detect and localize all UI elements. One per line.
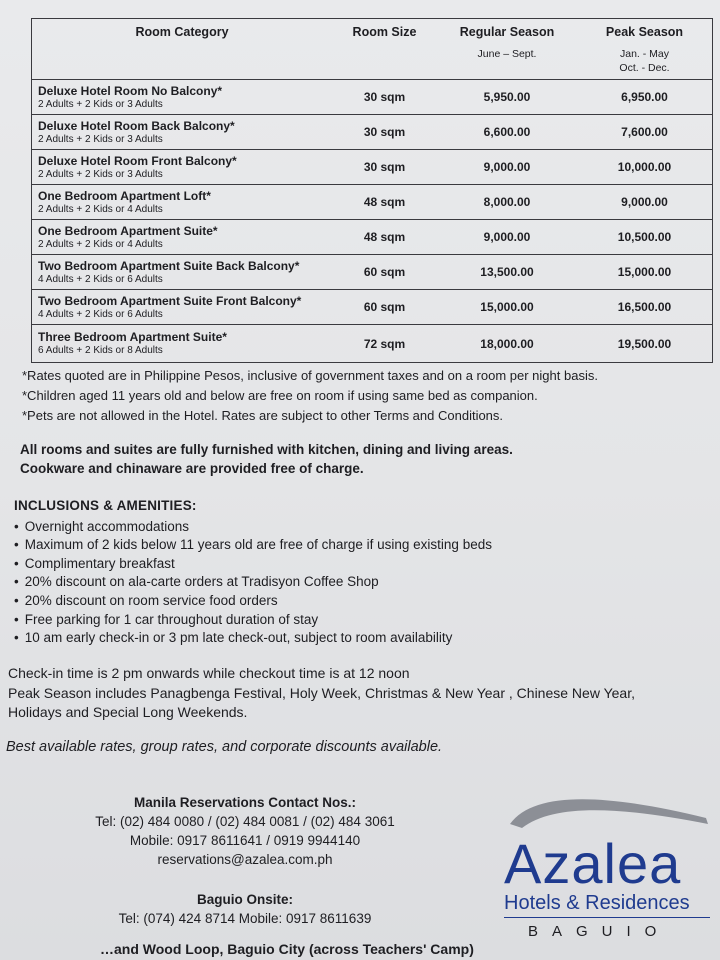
peak-rate-cell: 7,600.00 <box>621 125 668 139</box>
inclusion-item: • 20% discount on ala-carte orders at Tradisyon Coffee Shop <box>14 573 492 592</box>
note-pets: *Pets are not allowed in the Hotel. Rates are subject to other Terms and Conditions. <box>22 408 504 423</box>
reservations-email: reservations@azalea.com.ph <box>157 852 333 867</box>
regular-rate-cell: 15,000.00 <box>480 300 534 314</box>
room-name: Three Bedroom Apartment Suite* <box>38 330 227 344</box>
regular-rate-cell: 9,000.00 <box>483 230 531 244</box>
swoosh-icon <box>510 799 708 828</box>
header-room-category: Room Category <box>135 25 229 39</box>
peak-season-info: Peak Season includes Panagbenga Festival, Holy Week, Christmas & New Year , Chinese New Year, <box>8 684 635 701</box>
inclusions-section <box>14 497 492 648</box>
regular-rate-cell: 8,000.00 <box>483 195 531 209</box>
room-occupancy: 6 Adults + 2 Kids or 8 Adults <box>38 345 163 356</box>
baguio-tel: Tel: (074) 424 8714 Mobile: 0917 8611639 <box>118 911 372 926</box>
inclusion-item: • Free parking for 1 car throughout duration of stay <box>14 611 492 630</box>
room-size-cell: 30 sqm <box>363 125 406 139</box>
table-body <box>32 80 712 362</box>
inclusions-title: INCLUSIONS & AMENITIES: <box>14 498 197 513</box>
room-name: One Bedroom Apartment Suite* <box>38 223 218 238</box>
room-name: Deluxe Hotel Room No Balcony* <box>38 83 223 98</box>
logo-tagline: Hotels & Residences <box>504 892 690 914</box>
table-row <box>32 255 712 290</box>
header-regular-months: June – Sept. <box>477 48 537 60</box>
room-name: Deluxe Hotel Room Front Balcony* <box>38 153 237 168</box>
hotel-address: …and Wood Loop, Baguio City (across Teachers' Camp) <box>100 941 474 957</box>
room-size-cell: 60 sqm <box>363 300 406 314</box>
room-category-cell <box>32 294 332 321</box>
room-name: One Bedroom Apartment Loft* <box>38 188 211 203</box>
furnished-statement <box>20 440 513 478</box>
room-size-cell: 60 sqm <box>363 265 406 279</box>
note-children: *Children aged 11 years old and below are free on room if using same bed as companion. <box>22 388 538 403</box>
peak-season-info-cont: Holidays and Special Long Weekends. <box>8 704 248 720</box>
manila-tel: Tel: (02) 484 0080 / (02) 484 0081 / (02) 484 3061 <box>95 814 395 829</box>
room-name: Two Bedroom Apartment Suite Back Balcony* <box>38 258 300 273</box>
table-row <box>32 185 712 220</box>
room-category-cell <box>32 189 332 216</box>
note-currency: *Rates quoted are in Philippine Pesos, inclusive of government taxes and on a room per night basis. <box>22 368 598 383</box>
peak-rate-cell: 10,000.00 <box>617 160 672 174</box>
room-size-cell: 72 sqm <box>363 336 406 351</box>
regular-rate-cell: 9,000.00 <box>483 160 531 174</box>
regular-rate-cell: 5,950.00 <box>483 90 531 104</box>
room-occupancy: 2 Adults + 2 Kids or 4 Adults <box>38 203 163 215</box>
header-peak-label: Peak Season <box>605 25 684 39</box>
room-name: Two Bedroom Apartment Suite Front Balcony* <box>38 293 302 308</box>
regular-rate-cell: 18,000.00 <box>480 336 534 351</box>
furnished-line-2: Cookware and chinaware are provided free of charge. <box>20 461 364 476</box>
rate-notes <box>22 366 598 426</box>
peak-rate-cell: 9,000.00 <box>621 195 668 209</box>
logo-wordmark: Azalea <box>504 832 682 895</box>
logo-city: BAGUIO <box>528 923 671 940</box>
baguio-onsite-title: Baguio Onsite: <box>196 892 293 907</box>
header-regular-label: Regular Season <box>459 25 555 39</box>
table-row <box>32 150 712 185</box>
header-peak-months <box>577 47 712 75</box>
table-header <box>32 19 712 80</box>
table-row <box>32 80 712 115</box>
room-size-cell: 48 sqm <box>363 195 406 209</box>
table-row <box>32 115 712 150</box>
furnished-line-1: All rooms and suites are fully furnished with kitchen, dining and living areas. <box>20 442 513 457</box>
header-peak-season <box>577 19 712 79</box>
header-regular-season <box>437 19 577 79</box>
room-occupancy: 2 Adults + 2 Kids or 3 Adults <box>38 168 163 180</box>
rates-table <box>31 18 713 363</box>
inclusion-item: • Overnight accommodations <box>14 518 492 537</box>
room-name: Deluxe Hotel Room Back Balcony* <box>38 118 235 133</box>
header-peak-months-2: Oct. - Dec. <box>619 62 670 74</box>
room-category-cell <box>32 224 332 251</box>
peak-rate-cell: 16,500.00 <box>617 300 672 314</box>
best-rates-note: Best available rates, group rates, and corporate discounts available. <box>6 739 443 755</box>
room-category-cell <box>32 119 332 146</box>
peak-rate-cell: 19,500.00 <box>617 336 672 351</box>
header-room-size: Room Size <box>352 25 417 39</box>
logo-divider <box>504 917 710 918</box>
room-occupancy: 4 Adults + 2 Kids or 6 Adults <box>38 273 163 285</box>
inclusions-list <box>14 518 492 648</box>
table-row <box>32 220 712 255</box>
room-occupancy: 2 Adults + 2 Kids or 3 Adults <box>38 98 163 110</box>
regular-rate-cell: 6,600.00 <box>483 125 531 139</box>
room-occupancy: 2 Adults + 2 Kids or 4 Adults <box>38 238 163 250</box>
peak-rate-cell: 10,500.00 <box>617 230 672 244</box>
baguio-onsite <box>60 890 430 928</box>
room-category-cell <box>32 84 332 111</box>
room-size-cell: 30 sqm <box>363 90 406 104</box>
manila-mobile: Mobile: 0917 8611641 / 0919 9944140 <box>129 833 361 848</box>
header-peak-months-1: Jan. - May <box>619 48 669 60</box>
room-occupancy: 2 Adults + 2 Kids or 3 Adults <box>38 133 163 145</box>
room-size-cell: 30 sqm <box>363 160 406 174</box>
inclusion-item: • 20% discount on room service food orders <box>14 592 492 611</box>
room-category-cell <box>32 154 332 181</box>
room-occupancy: 4 Adults + 2 Kids or 6 Adults <box>38 308 163 320</box>
manila-contacts <box>60 793 430 869</box>
checkin-time: Check-in time is 2 pm onwards while checkout time is at 12 noon <box>8 665 410 681</box>
checkin-info <box>8 664 635 723</box>
regular-rate-cell: 13,500.00 <box>480 265 534 279</box>
inclusion-item: • Complimentary breakfast <box>14 555 492 574</box>
room-category-cell <box>32 259 332 286</box>
inclusion-item: • 10 am early check-in or 3 pm late check-out, subject to room availability <box>14 629 492 648</box>
manila-contacts-title: Manila Reservations Contact Nos.: <box>133 795 357 810</box>
table-row <box>32 325 712 362</box>
room-size-cell: 48 sqm <box>363 230 406 244</box>
inclusion-item: • Maximum of 2 kids below 11 years old are free of charge if using existing beds <box>14 536 492 555</box>
table-row <box>32 290 712 325</box>
peak-rate-cell: 15,000.00 <box>617 265 672 279</box>
room-category-cell <box>32 330 332 357</box>
peak-rate-cell: 6,950.00 <box>621 90 668 104</box>
